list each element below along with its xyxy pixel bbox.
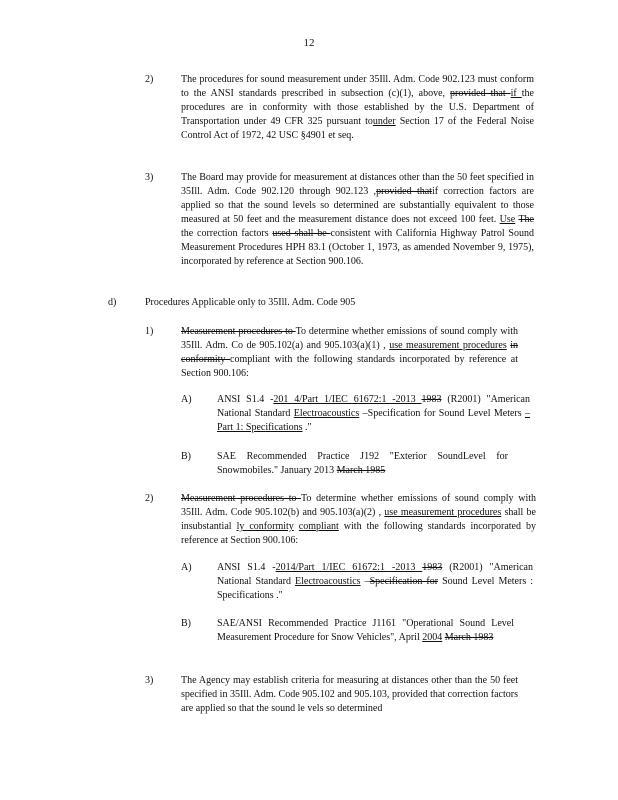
inserted-text: compliant <box>298 521 339 532</box>
inserted-text: if <box>510 88 522 99</box>
item-label: B) <box>181 451 191 462</box>
segment: if correction factors are applied so that the sound levels so determined are substantially equivalent to those measured at 50 feet and the measurement distance does not exceed 100 feet. <box>181 186 534 225</box>
item-text <box>217 393 530 435</box>
segment: The procedures for sound measurement under 35Ill. Adm. Code 902.123 must conform to the ANSI standards prescribed in subsection (c)(1), above, <box>181 74 534 99</box>
inserted-text: under <box>372 116 396 127</box>
inserted-text: 2014/Part 1/IEC 61672:1 -2013 <box>275 562 423 573</box>
deleted-text: 1983 <box>421 394 442 405</box>
deleted-text: Measurement procedures to <box>181 326 296 337</box>
deleted-text: The <box>518 214 534 225</box>
inserted-text: 2004 <box>422 632 443 643</box>
segment: compliant with the following standards incorporated by reference at Section 900.106: <box>181 354 519 379</box>
item-label: B) <box>181 618 191 629</box>
segment: Sound Level Meters : Specifications ." <box>217 576 534 601</box>
segment: consistent with California Highway Patrol Sound Measurement Procedures HPH 83.1 (October 1, 1973, as amended November 9, 1975), incorporated by reference at Section 900.106. <box>181 228 534 267</box>
deleted-text: 1983 <box>422 562 443 573</box>
inserted-text: use measurement procedures <box>384 507 502 518</box>
segment: with the following standards incorporated by reference at Section 900.106: <box>181 521 537 546</box>
item-label: 3) <box>145 172 154 183</box>
segment: To determine whether emissions of sound comply with 35Ill. Adm. Code 905.102(b) and 905.103(a)(2) , <box>181 493 537 518</box>
item-text <box>217 617 514 645</box>
deleted-text: Measurement procedures to <box>181 493 302 504</box>
segment: Procedures Applicable only to 35Ill. Adm. Code 905 <box>145 297 356 308</box>
item-text <box>217 561 533 603</box>
inserted-text: Electroacoustics <box>295 576 361 587</box>
segment: shall be insubstantial <box>181 507 536 532</box>
segment: (R2001) "American National Standard <box>217 562 533 587</box>
inserted-text: 201 4/Part 1/IEC 61672:1 -2013 <box>273 394 422 405</box>
segment: the procedures are in conformity with those established by the U.S. Department of Transportation under 49 CFR 325 pursuant to <box>181 88 534 127</box>
deleted-text: provided that <box>450 88 511 99</box>
segment: –Specification for Sound Level Meters <box>359 408 526 419</box>
deleted-text: March 1983 <box>444 632 494 643</box>
item-label: d) <box>108 297 117 308</box>
inserted-text: Use <box>499 214 516 225</box>
item-heading <box>145 296 534 310</box>
segment: the correction factors <box>181 228 273 239</box>
segment: The Board may provide for measurement at distances other than the 50 feet specified in 35Ill. Adm. Code 902.120 through 902.123 , <box>181 172 534 197</box>
segment: ." <box>302 422 312 433</box>
item-label: 1) <box>145 326 154 337</box>
inserted-text: use measurement procedures <box>389 340 507 351</box>
item-text <box>181 674 518 716</box>
deleted-text: March 1985 <box>336 465 386 476</box>
item-text <box>181 492 536 548</box>
inserted-text: ly conformity <box>236 521 294 532</box>
item-text <box>181 325 518 381</box>
item-label: 2) <box>145 493 154 504</box>
item-text <box>181 171 534 269</box>
item-label: 3) <box>145 675 154 686</box>
item-text <box>217 450 508 478</box>
inserted-text: Electroacoustics <box>293 408 360 419</box>
deleted-text: in conformity <box>181 340 518 365</box>
segment: ANSI S1.4 - <box>217 394 274 405</box>
segment: Section 17 of the Federal Noise Control Act of 1972, 42 USC §4901 et seq. <box>181 116 534 141</box>
segment: SAE/ANSI Recommended Practice J1161 "Operational Sound Level Measurement Procedure for Snow Vehicles", April <box>217 618 514 643</box>
segment: – <box>360 576 370 587</box>
page-number: 12 <box>303 37 315 49</box>
inserted-text: – Part 1: Specifications <box>217 408 531 433</box>
segment: ANSI S1.4 - <box>217 562 276 573</box>
item-label: A) <box>181 394 192 405</box>
segment: (R2001) "American National Standard <box>217 394 530 419</box>
item-label: 2) <box>145 74 154 85</box>
deleted-text: provided that <box>376 186 432 197</box>
deleted-text: Specification for <box>369 576 439 587</box>
segment: SAE Recommended Practice J192 "Exterior SoundLevel for Snowmobiles." January 2013 <box>217 451 508 476</box>
deleted-text: used shall be <box>272 228 331 239</box>
item-label: A) <box>181 562 192 573</box>
item-text <box>181 73 534 143</box>
segment: To determine whether emissions of sound comply with 35Ill. Adm. Co de 905.102(a) and 905.103(a)(1) , <box>181 326 518 351</box>
segment: The Agency may establish criteria for measuring at distances other than the 50 feet specified in 35Ill. Adm. Code 905.102 and 905.103, provided that correction factors are applied so that the sound le vels so determined <box>181 675 518 714</box>
